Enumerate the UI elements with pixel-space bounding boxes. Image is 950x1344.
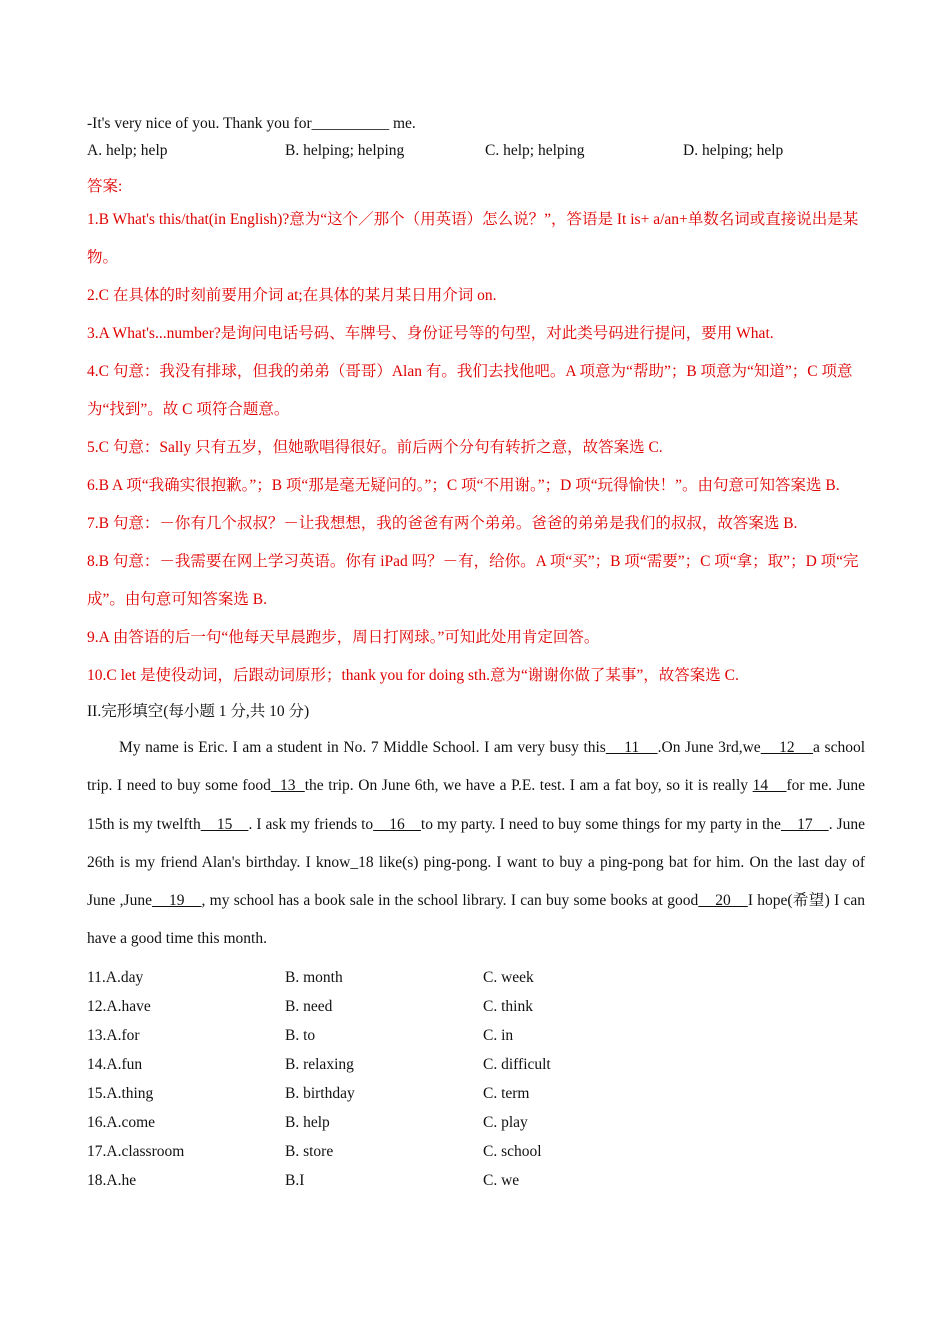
passage-text: the trip. On June 6th, we have a P.E. test. I am a fat boy, so it is really — [304, 777, 753, 795]
choice-a: 16.A.come — [87, 1113, 156, 1131]
choice-a: 14.A.fun — [87, 1055, 143, 1073]
choice-row — [87, 963, 865, 992]
passage-text: to my party. I need to buy some things for my party in the — [420, 815, 781, 833]
passage-text: , my school has a book sale in the school library. I can buy some books at good — [201, 892, 699, 910]
blank-15: 15 — [200, 815, 249, 833]
choice-c: C. we — [483, 1171, 520, 1189]
choice-a: 15.A.thing — [87, 1084, 154, 1102]
choice-c: C. difficult — [483, 1055, 551, 1073]
passage-paragraph — [87, 729, 865, 959]
choice-row — [87, 1021, 865, 1050]
answer-7: 7.B 句意：－你有几个叔叔？－让我想想，我的爸爸有两个弟弟。爸爸的弟弟是我们的叔叔，故答案选 B. — [87, 515, 798, 532]
question-stem: -It's very nice of you. Thank you for__________ me. — [87, 115, 416, 132]
blank-17: 17 — [780, 815, 829, 833]
page-content — [87, 113, 865, 1195]
answer-3: 3.A What's...number?是询问电话号码、车牌号、身份证号等的句型，对此类号码进行提问，要用 What. — [87, 325, 774, 342]
answer-8: 8.B 句意：－我需要在网上学习英语。你有 iPad 吗？－有，给你。A 项“买”；B 项“需要”；C 项“拿；取”；D 项“完成”。由句意可知答案选 B. — [87, 553, 859, 608]
answer-explanations — [87, 201, 865, 695]
blank-19: 19 — [151, 892, 202, 910]
choice-row — [87, 1137, 865, 1166]
choice-c: C. week — [483, 968, 534, 986]
passage-text: I hope(希望) I can have a good time this month. — [87, 892, 866, 948]
choice-c: C. think — [483, 997, 533, 1015]
choice-b: B.I — [285, 1171, 305, 1189]
choice-b: B. store — [285, 1142, 334, 1160]
option-c: C. help; helping — [485, 142, 585, 159]
choice-a: 11.A.day — [87, 968, 144, 986]
passage-text: My name is Eric. I am a student in No. 7 Middle School. I am very busy this — [119, 739, 606, 756]
blank-20: 20 — [698, 892, 748, 910]
option-a: A. help; help — [87, 142, 168, 159]
choice-row — [87, 1166, 865, 1195]
choice-a: 17.A.classroom — [87, 1142, 185, 1160]
choice-a: 13.A.for — [87, 1026, 140, 1044]
choice-table — [87, 963, 865, 1195]
choice-b: B. need — [285, 997, 333, 1015]
cloze-passage — [87, 729, 865, 959]
answer-6: 6.B A 项“我确实很抱歉。”；B 项“那是毫无疑问的。”；C 项“不用谢。”；D 项“玩得愉快！”。由句意可知答案选 B. — [87, 477, 840, 494]
choice-c: C. in — [483, 1026, 514, 1044]
passage-text: . I ask my friends to — [248, 815, 374, 833]
choice-b: B. to — [285, 1026, 316, 1044]
question-options — [87, 135, 865, 167]
choice-c: C. play — [483, 1113, 528, 1131]
blank-12: 12 — [760, 739, 814, 756]
passage-text: a school trip. I need to buy some food — [87, 739, 866, 795]
choice-c: C. school — [483, 1142, 542, 1160]
answer-9: 9.A 由答语的后一句“他每天早晨跑步，周日打网球。”可知此处用肯定回答。 — [87, 629, 600, 646]
choice-row — [87, 992, 865, 1021]
answer-2: 2.C 在具体的时刻前要用介词 at;在具体的某月某日用介词 on. — [87, 287, 497, 304]
choice-b: B. birthday — [285, 1084, 355, 1102]
passage-text: . June 26th is my friend Alan's birthday. I know_18 like(s) ping-pong. I want to buy a ping-pong bat for him. On the last day of June ,June — [87, 815, 866, 910]
choice-c: C. term — [483, 1084, 530, 1102]
blank-16: 16 — [373, 815, 421, 833]
passage-text: for me. June 15th is my twelfth — [87, 777, 866, 833]
option-d: D. helping; help — [683, 142, 784, 159]
blank-14: 14 — [752, 777, 787, 795]
choice-b: B. month — [285, 968, 343, 986]
choice-a: 18.A.he — [87, 1171, 137, 1189]
passage-text: .On June 3rd,we — [657, 739, 761, 756]
section-title: II.完形填空(每小题 1 分,共 10 分) — [87, 703, 310, 720]
choice-row — [87, 1079, 865, 1108]
blank-13: 13 — [270, 777, 305, 795]
answer-4: 4.C 句意：我没有排球，但我的弟弟（哥哥）Alan 有。我们去找他吧。A 项意为“帮助”；B 项意为“知道”；C 项意为“找到”。故 C 项符合题意。 — [87, 363, 853, 418]
option-b: B. helping; helping — [285, 142, 405, 159]
blank-11: 11 — [605, 739, 658, 756]
answer-10: 10.C let 是使役动词，后跟动词原形；thank you for doing sth.意为“谢谢你做了某事”，故答案选 C. — [87, 667, 739, 684]
answer-1: 1.B What's this/that(in English)?意为“这个／那个（用英语）怎么说？”，答语是 It is+ a/an+单数名词或直接说出是某物。 — [87, 211, 859, 266]
choice-row — [87, 1050, 865, 1079]
answers-heading: 答案: — [87, 178, 123, 195]
choice-row — [87, 1108, 865, 1137]
choice-b: B. relaxing — [285, 1055, 354, 1073]
choice-b: B. help — [285, 1113, 330, 1131]
choice-a: 12.A.have — [87, 997, 151, 1015]
answer-5: 5.C 句意：Sally 只有五岁，但她歌唱得很好。前后两个分句有转折之意，故答案选 C. — [87, 439, 663, 456]
